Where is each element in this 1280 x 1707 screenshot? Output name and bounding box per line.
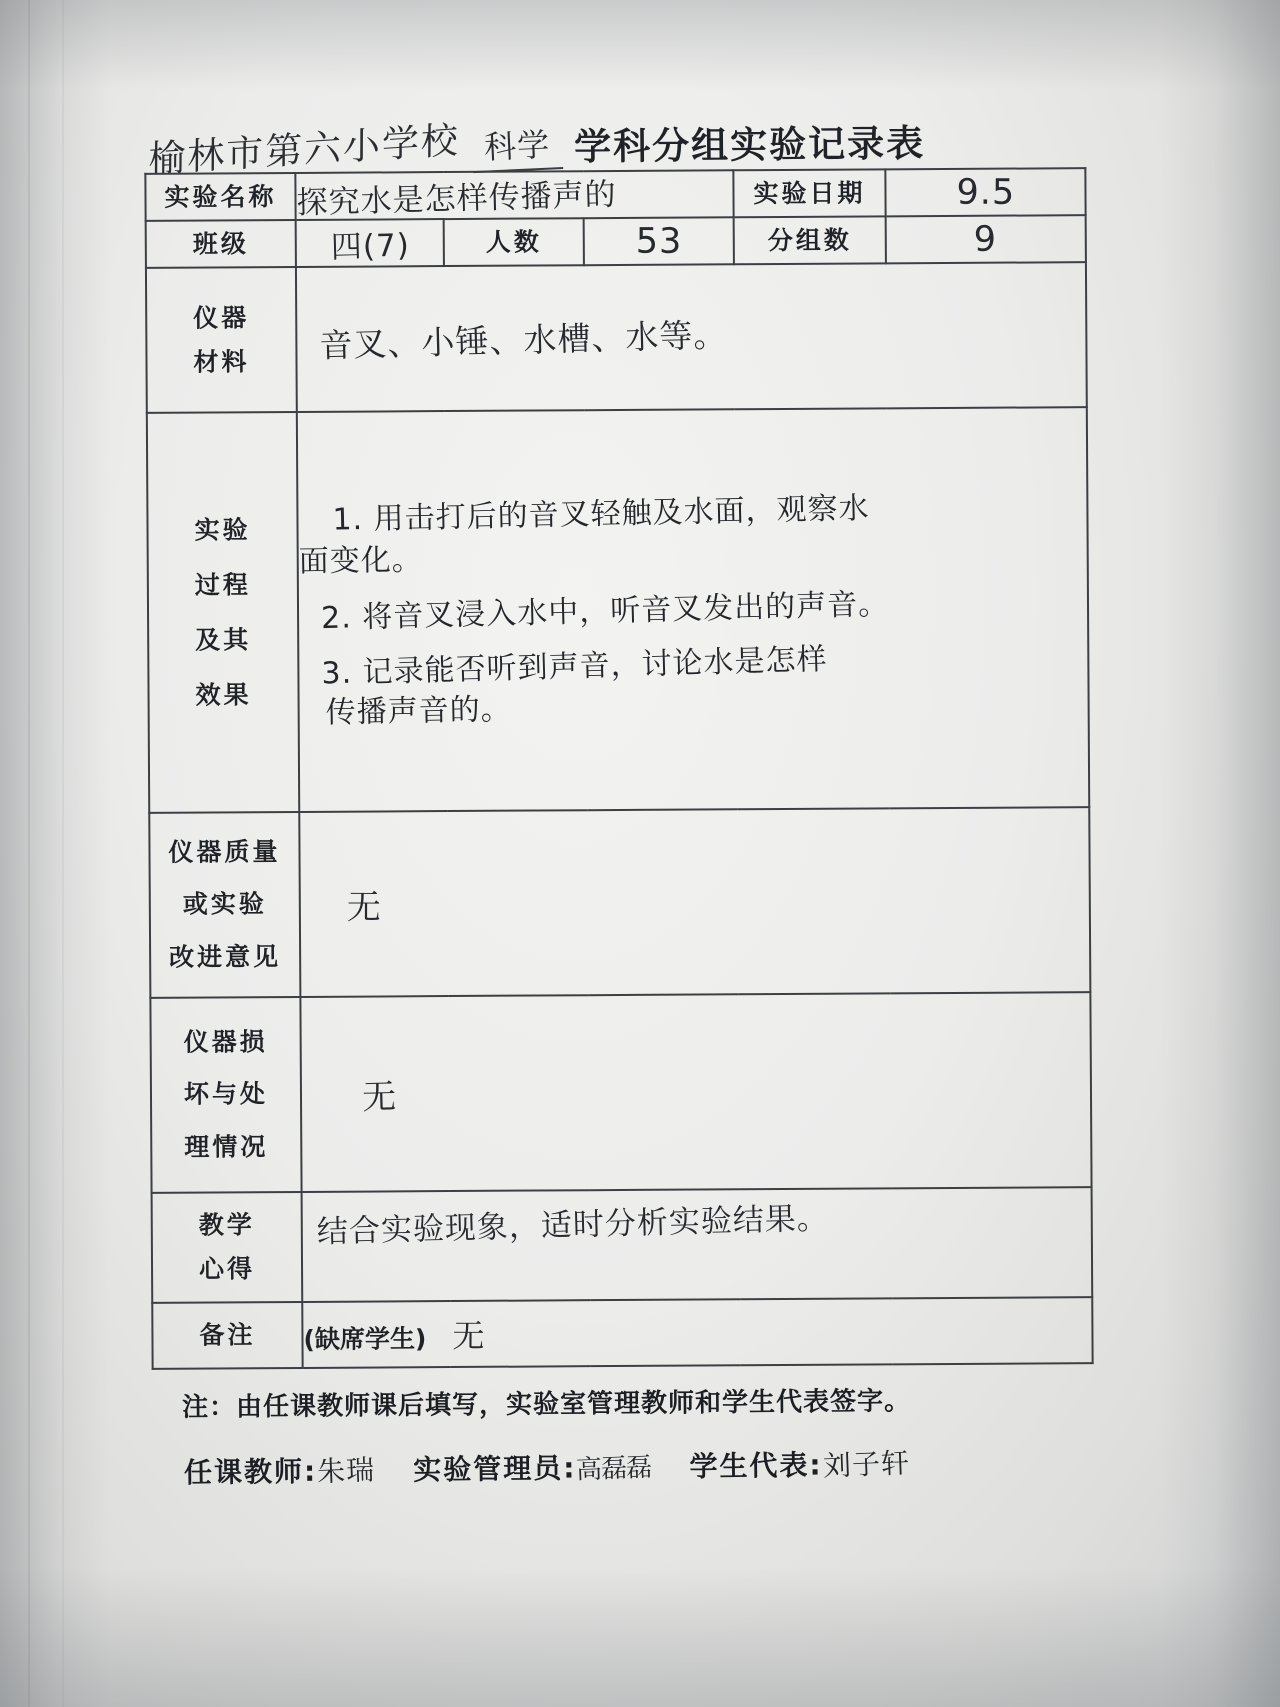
value-teaching	[302, 1187, 1093, 1302]
value-experiment-date	[885, 168, 1085, 216]
value-process	[297, 407, 1089, 812]
remark-text: 无	[452, 1316, 486, 1355]
group-count-text: 9	[973, 219, 998, 260]
table-row	[150, 992, 1091, 1193]
label-equipment-line2: 材料	[193, 346, 250, 377]
form-footnote: 注：由任课教师课后填写，实验室管理教师和学生代表签字。	[181, 1386, 912, 1423]
paper-crease	[62, 0, 64, 1707]
label-student-rep: 学生代表:	[689, 1448, 823, 1484]
label-student-count: 人数	[444, 218, 584, 266]
form-title-text: 学科分组实验记录表	[573, 121, 926, 169]
paper-shadow-left	[0, 0, 110, 1707]
label-lab-manager: 实验管理员:	[413, 1451, 577, 1487]
value-quality	[299, 807, 1090, 997]
table-row	[149, 807, 1090, 998]
paper-crease	[28, 0, 30, 1707]
label-damage-line1: 仪器损	[183, 1026, 268, 1057]
label-process-line3: 及其	[195, 625, 252, 655]
label-class: 班级	[146, 220, 296, 268]
damage-text: 无	[361, 1077, 398, 1118]
teaching-text: 结合实验现象，适时分析实验结果。	[316, 1200, 830, 1251]
table-row	[152, 1187, 1093, 1303]
label-experiment-date: 实验日期	[733, 169, 885, 217]
experiment-date-text: 9.5	[956, 172, 1015, 213]
label-quality-line2: 或实验	[182, 889, 267, 919]
value-group-count	[886, 215, 1086, 263]
label-remark: 备注	[152, 1302, 302, 1369]
value-remark	[302, 1297, 1092, 1368]
label-process-line2: 过程	[194, 570, 251, 600]
process-line: 面变化。	[298, 542, 423, 580]
quality-text: 无	[346, 887, 382, 928]
table-row	[147, 407, 1089, 813]
label-equipment	[146, 267, 297, 413]
label-teaching-line2: 心得	[198, 1254, 256, 1284]
table-row	[152, 1297, 1092, 1369]
signature-lab-manager: 高磊磊	[575, 1452, 653, 1486]
table-row	[145, 168, 1085, 221]
label-damage-line3: 理情况	[184, 1131, 269, 1162]
label-experiment-name: 实验名称	[145, 173, 295, 221]
table-row	[146, 262, 1087, 413]
form-title	[148, 91, 1089, 182]
subject-name: 科学	[471, 119, 563, 173]
process-line: 2. 将音叉浸入水中，听音叉发出的声音。	[320, 587, 890, 637]
value-equipment	[296, 262, 1087, 412]
label-process-line1: 实验	[194, 515, 251, 545]
value-damage	[300, 992, 1091, 1192]
signature-student-rep: 刘子轩	[822, 1446, 911, 1483]
label-quality	[149, 812, 300, 998]
label-quality-line3: 改进意见	[169, 941, 282, 972]
experiment-name-text: 探究水是怎样传播声的	[296, 176, 618, 222]
school-name: 榆林市第六小学校	[148, 118, 460, 182]
label-process-line4: 效果	[195, 680, 252, 710]
process-line: 传播声音的。	[325, 692, 512, 731]
label-quality-line1: 仪器质量	[168, 836, 281, 867]
label-process	[147, 412, 299, 813]
paper-shadow-right	[1160, 0, 1280, 1707]
experiment-record-form	[148, 96, 1088, 1490]
equipment-text: 音叉、小锤、水槽、水等。	[318, 315, 728, 366]
process-line: 1. 用击打后的音叉轻触及水面，观察水	[332, 491, 870, 538]
label-teaching	[152, 1192, 303, 1303]
signature-row	[148, 1440, 1088, 1491]
label-group-count: 分组数	[734, 216, 886, 264]
label-damage	[150, 997, 301, 1193]
label-teacher: 任课教师:	[183, 1454, 318, 1490]
signature-teacher: 朱瑞	[316, 1453, 376, 1489]
label-damage-line2: 坏与处	[183, 1079, 269, 1109]
paper-shadow-bottom	[0, 1567, 1280, 1707]
table-row	[146, 215, 1086, 268]
process-line: 3. 记录能否听到声音，讨论水是怎样	[321, 641, 828, 692]
value-student-count	[584, 217, 734, 265]
value-experiment-name	[295, 170, 733, 220]
student-count-text: 53	[635, 221, 683, 262]
class-text: 四(7)	[329, 227, 410, 266]
remark-prefix: (缺席学生)	[303, 1324, 427, 1354]
label-teaching-line1: 教学	[198, 1210, 255, 1240]
value-class	[296, 219, 444, 267]
label-equipment-line1: 仪器	[193, 303, 250, 333]
record-table	[144, 167, 1093, 1370]
paper-shadow-top	[0, 0, 1280, 90]
